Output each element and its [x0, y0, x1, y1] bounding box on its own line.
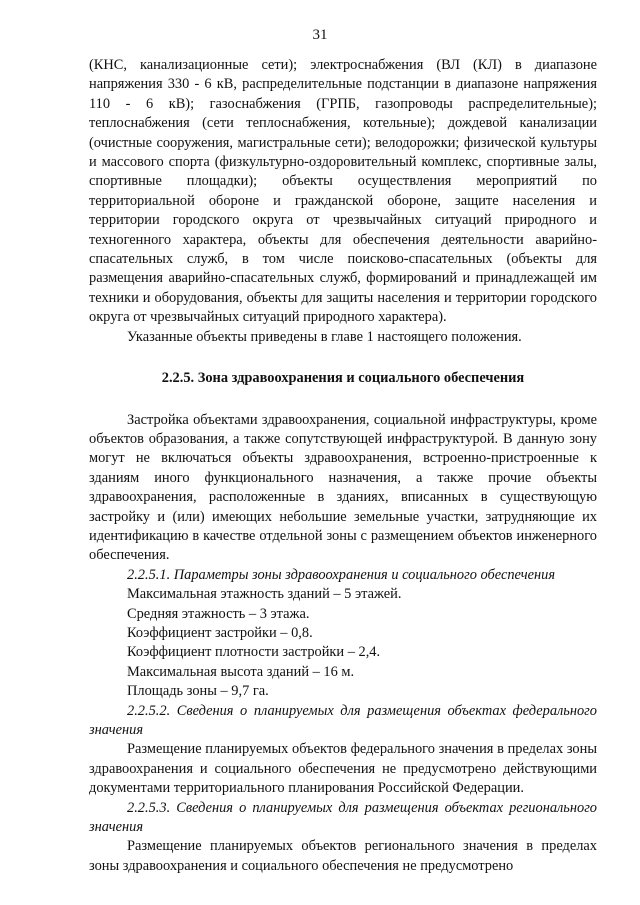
param-max-floors: Максимальная этажность зданий – 5 этажей. [127, 586, 402, 603]
param-building-coefficient: Коэффициент застройки – 0,8. [127, 624, 313, 641]
paragraph-objects-reference: Указанные объекты приведены в главе 1 настоящего положения. [127, 328, 522, 345]
paragraph-regional: Размещение планируемых объектов регионального значения в пределах зоны здравоохранения и социального обеспечения не предусмотрено [89, 838, 597, 874]
paragraph-objects-list: (КНС, канализационные сети); электроснабжения (ВЛ (КЛ) в диапазоне напряжения 330 - 6 кВ, распределительные подстанции в диапазоне напряжения 110 - 6 кВ); газоснабжения (ГРПБ, газопроводы распределительные); теплоснабжения (сети теплоснабжения, котельные); дождевой канализации (очистные сооружения, магистральные сети); велодорожки; физической культуры и массового спорта (физкультурно-оздоровительный комплекс, спортивные залы, спортивные площадки); объекты осуществления мероприятий по территориальной обороне и гражданской обороне, защите населения и территории городского округа от чрезвычайных ситуаций природного и техногенного характера, объекты для обеспечения деятельности аварийно-спасательных служб, в том числе поисково-спасательных (объекты для размещения аварийно-спасательных служб, формирований и принадлежащей им техники и оборудования, объекты для защиты населения и территории городского округа от чрезвычайных ситуаций природного характера). [89, 57, 597, 326]
param-density-coefficient: Коэффициент плотности застройки – 2,4. [127, 644, 381, 661]
subsection-heading-regional: 2.2.5.3. Сведения о планируемых для размещения объектах регионального значения [89, 799, 597, 836]
param-max-height: Максимальная высота зданий – 16 м. [127, 663, 355, 680]
subsection-heading-parameters: 2.2.5.1. Параметры зоны здравоохранения и социального обеспечения [127, 566, 556, 583]
param-avg-floors: Средняя этажность – 3 этажа. [127, 605, 310, 622]
document-body [89, 56, 597, 876]
paragraph-federal: Размещение планируемых объектов федерального значения в пределах зоны здравоохранения и социального обеспечения не предусмотрено действующими документами территориального планирования Российской Федерации. [89, 741, 597, 797]
subsection-heading-federal: 2.2.5.2. Сведения о планируемых для размещения объектах федерального значения [89, 702, 597, 738]
section-heading: 2.2.5. Зона здравоохранения и социального обеспечения [161, 370, 525, 387]
page-number: 31 [312, 27, 328, 43]
param-zone-area: Площадь зоны – 9,7 га. [127, 683, 269, 700]
paragraph-zone-description: Застройка объектами здравоохранения, социальной инфраструктуры, кроме объектов образования, а также сопутствующей инфраструктурой. В данную зону могут не включаться объекты здравоохранения, встроенно-пристроенные к зданиям иного функционального назначения, а также прочие объекты здравоохранения, расположенные в зданиях, вписанных в существующую застройку и (или) имеющих небольшие земельные участки, затрудняющие их идентификацию в качестве отдельной зоны с размещением объектов инженерного обеспечения. [89, 411, 597, 564]
